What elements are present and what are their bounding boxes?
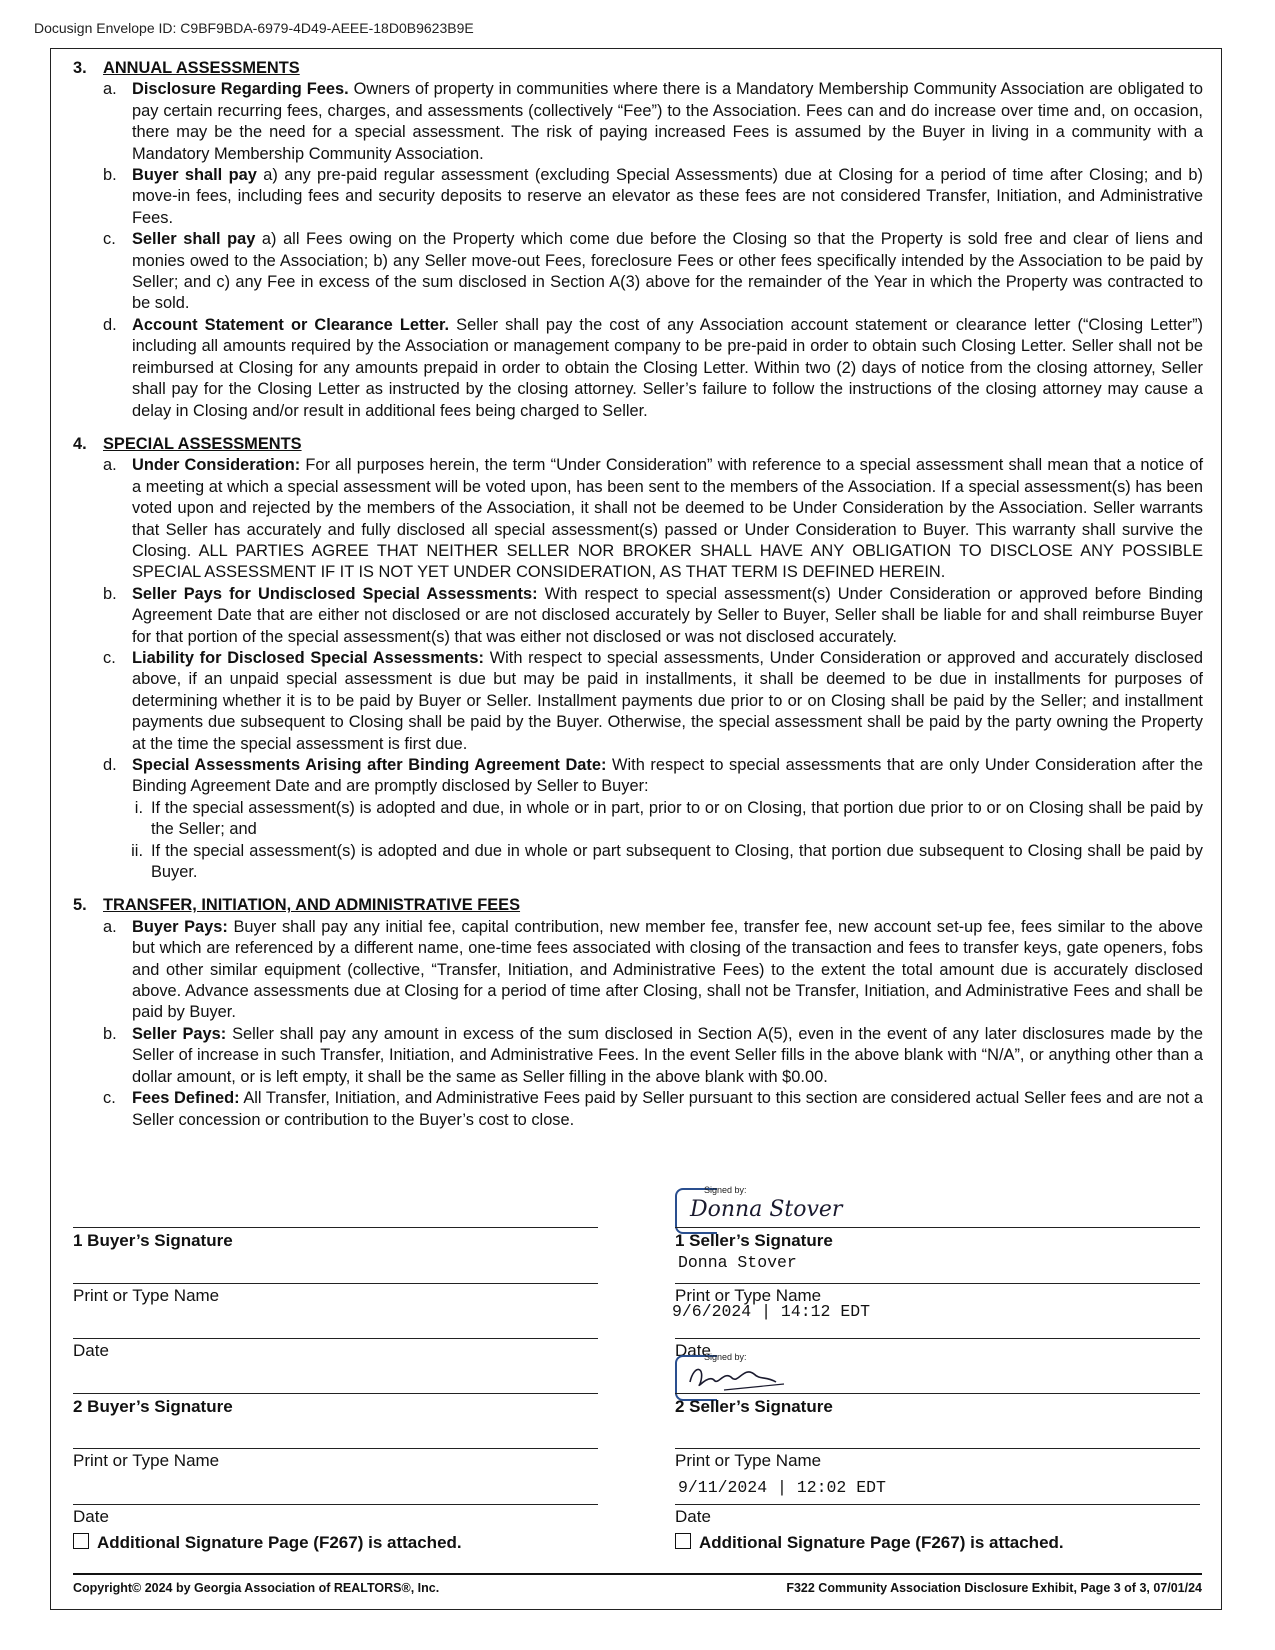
- buyer1-date-label: Date: [73, 1341, 109, 1360]
- buyer1-signature-label: 1 Buyer’s Signature: [73, 1231, 233, 1250]
- buyer1-date-line[interactable]: [73, 1338, 598, 1339]
- signed-by-label: Signed by:: [704, 1352, 747, 1362]
- additional-page-text: Additional Signature Page (F267) is attached.: [97, 1533, 462, 1552]
- item-text: All Transfer, Initiation, and Administrative Fees paid by Seller pursuant to this section are considered actual Seller fees and are not a Seller concession or contribution to the Buyer’s cost to close.: [132, 1089, 1203, 1129]
- item-text: With respect to special assessments that are only Under Consideration after the Binding Agreement Date and are promptly disclosed by Seller to Buyer:: [132, 756, 1203, 796]
- footer-copyright: Copyright© 2024 by Georgia Association of REALTORS®, Inc.: [73, 1581, 440, 1595]
- envelope-id: Docusign Envelope ID: C9BF9BDA-6979-4D49-AEEE-18D0B9623B9E: [34, 20, 474, 36]
- seller2-name-line[interactable]: [675, 1448, 1200, 1449]
- buyer2-date-label: Date: [73, 1507, 109, 1526]
- item-label: b.: [103, 584, 117, 603]
- item-text: For all purposes herein, the term “Under Consideration” with reference to a special assessment shall mean that a notice of a meeting at which a special assessment will be voted upon, has been sent to the members of the Association. If a special assessment(s) has been voted upon and rejected by the members of the Association, it shall not be deemed to be Under Consideration by the Association. Seller warrants that Seller has accurately and fully disclosed all special assessment(s) passed or Under Consideration to Buyer. This warranty shall survive the Closing. ALL PARTIES AGREE THAT NEITHER SELLER NOR BROKER SHALL HAVE ANY OBLIGATION TO DISCLOSE ANY POSSIBLE SPECIAL ASSESSMENT IF IT IS NOT YET UNDER CONSIDERATION, AS THAT TERM IS DEFINED HEREIN.: [132, 456, 1203, 582]
- buyer-additional-page: [73, 1533, 462, 1553]
- sub-item-label: i.: [134, 798, 143, 817]
- list-item: [73, 1088, 1203, 1131]
- item-label: b.: [103, 166, 117, 185]
- sub-item-text: If the special assessment(s) is adopted and due in whole or part subsequent to Closing, that portion due subsequent to Closing shall be paid by Buyer.: [151, 841, 1203, 882]
- item-text: a) any pre-paid regular assessment (excluding Special Assessments) due at Closing for a period of time after Closing; and b) move-in fees, including fees and security deposits to reserve an elevator as these fees are not considered Transfer, Initiation, and Administrative Fees.: [132, 166, 1203, 227]
- seller1-signature-label: 1 Seller’s Signature: [675, 1231, 833, 1250]
- seller1-printed-name: Donna Stover: [678, 1253, 797, 1272]
- seller1-name-line[interactable]: [675, 1283, 1200, 1284]
- buyer-additional-page-checkbox[interactable]: [73, 1533, 89, 1549]
- item-heading: Buyer Pays:: [132, 917, 228, 936]
- item-label: a.: [103, 80, 117, 99]
- section-title: TRANSFER, INITIATION, AND ADMINISTRATIVE FEES: [103, 896, 521, 915]
- sub-item: [73, 841, 1203, 884]
- buyer1-name-label: Print or Type Name: [73, 1286, 220, 1305]
- buyer2-name-line[interactable]: [73, 1448, 598, 1449]
- buyer1-signature-line[interactable]: [73, 1227, 598, 1228]
- item-label: a.: [103, 456, 117, 475]
- section-special-assessments: [73, 434, 1203, 884]
- item-label: d.: [103, 315, 117, 334]
- list-item: [73, 917, 1203, 1024]
- list-item: [73, 229, 1203, 315]
- item-heading: Buyer shall pay: [132, 166, 257, 185]
- item-text: a) all Fees owing on the Property which come due before the Closing so that the Property is sold free and clear of liens and monies owed to the Association; b) any Seller move-out Fees, foreclosure Fees or other fees specifically intended by the Association to be paid by Seller; and c) any Fee in excess of the sum disclosed in Section A(3) above for the remainder of the Year in which the Property was contracted to be sold.: [132, 230, 1203, 313]
- item-heading: Seller Pays for Undisclosed Special Assessments:: [132, 584, 538, 603]
- item-label: c.: [103, 1089, 116, 1108]
- seller2-name-label: Print or Type Name: [675, 1451, 822, 1470]
- item-heading: Seller shall pay: [132, 230, 256, 249]
- section-transfer-fees: [73, 895, 1203, 1130]
- buyer2-name-label: Print or Type Name: [73, 1451, 220, 1470]
- section-number: 3.: [73, 59, 87, 77]
- sub-item: [73, 798, 1203, 841]
- footer-divider: [73, 1573, 1202, 1575]
- item-text: With respect to special assessments, Under Consideration or approved and accurately disclosed above, if an unpaid special assessment is due but may be paid in installments, it shall be deemed to be due in installments for purposes of determining whether it is to be paid by Buyer or Seller. Installment payments due prior to or on Closing shall be paid by the Seller; and installment payments due subsequent to Closing shall be paid by the Buyer. Otherwise, the special assessment shall be paid by the party owning the Property at the time the special assessment is first due.: [132, 648, 1203, 753]
- seller1-name-label: Print or Type Name: [675, 1286, 822, 1305]
- section-title: ANNUAL ASSESSMENTS: [103, 59, 300, 77]
- sub-item-text: If the special assessment(s) is adopted and due, in whole or in part, prior to or on Closing, that portion due prior to or on Closing shall be paid by the Seller; and: [151, 798, 1203, 839]
- seller2-signature-line[interactable]: [675, 1393, 1200, 1394]
- buyer2-date-line[interactable]: [73, 1504, 598, 1505]
- item-label: b.: [103, 1024, 117, 1043]
- signed-by-label: Signed by:: [704, 1185, 747, 1195]
- list-item: [73, 165, 1203, 229]
- item-heading: Under Consideration:: [132, 456, 301, 475]
- item-label: c.: [103, 648, 116, 667]
- list-item: [73, 455, 1203, 583]
- buyer2-signature-line[interactable]: [73, 1393, 598, 1394]
- sub-item-label: ii.: [131, 841, 143, 860]
- list-item: [73, 79, 1203, 165]
- item-text: Seller shall pay any amount in excess of the sum disclosed in Section A(5), even in the event of any later disclosures made by the Seller of increase in such Transfer, Initiation, and Administrative Fees. In the event Seller fills in the above blank with “N/A”, or anything other than a dollar amount, or is left empty, it shall be the same as Seller filling in the above blank with $0.00.: [132, 1024, 1203, 1086]
- item-text: Seller shall pay the cost of any Association account statement or clearance letter (“Closing Letter”) including all amounts required by the Association or management company to be pre-paid in order to obtain such Closing Letter. Seller shall not be reimbursed at Closing for any amounts prepaid in order to obtain the Closing Letter. Within two (2) days of notice from the closing attorney, Seller shall pay for the Closing Letter as instructed by the closing attorney. Seller’s failure to follow the instructions of the closing attorney may cause a delay in Closing and/or result in additional fees being charged to Seller.: [132, 315, 1203, 420]
- footer-form-id: F322 Community Association Disclosure Exhibit, Page 3 of 3, 07/01/24: [786, 1581, 1202, 1595]
- buyer2-signature-label: 2 Buyer’s Signature: [73, 1397, 233, 1416]
- section-annual-assessments: [73, 58, 1203, 422]
- seller1-date-value: 9/6/2024 | 14:12 EDT: [672, 1302, 871, 1321]
- item-text: Owners of property in communities where there is a Mandatory Membership Community Association are obligated to pay certain recurring fees, charges, and assessments (collectively “Fee”) to the Association. Fees can and do increase over time and, on occasion, there may be the need for a special assessment. The risk of paying increased Fees is assumed by the Buyer in living in a community with a Mandatory Membership Community Association.: [132, 80, 1203, 163]
- list-item: [73, 584, 1203, 648]
- seller1-handwritten-signature: Donna Stover: [690, 1197, 843, 1222]
- seller-additional-page-checkbox[interactable]: [675, 1533, 691, 1549]
- seller1-date-line[interactable]: [675, 1338, 1200, 1339]
- list-item: [73, 1024, 1203, 1088]
- item-text: Buyer shall pay any initial fee, capital contribution, new member fee, transfer fee, new account set-up fee, fees similar to the above but which are referenced by a different name, one-time fees associated with closing of the transaction and fees to transfer keys, gate openers, fobs and other similar equipment (collective, “Transfer, Initiation, and Administrative Fees) to the extent the total amount due is accurately disclosed above. Advance assessments due at Closing for a period of time after Closing, shall not be Transfer, Initiation, and Administrative Fees and shall be paid by Buyer.: [132, 917, 1203, 1022]
- item-label: a.: [103, 917, 117, 936]
- seller2-date-line[interactable]: [675, 1504, 1200, 1505]
- seller1-signature-line[interactable]: [675, 1227, 1200, 1228]
- seller-additional-page: [675, 1533, 1064, 1553]
- item-heading: Disclosure Regarding Fees.: [132, 80, 349, 99]
- section-heading: [73, 58, 1203, 79]
- list-item: [73, 315, 1203, 422]
- seller2-handwritten-signature: [684, 1360, 794, 1396]
- section-number: 5.: [73, 896, 87, 915]
- item-heading: Liability for Disclosed Special Assessments:: [132, 648, 484, 667]
- item-heading: Special Assessments Arising after Binding Agreement Date:: [132, 756, 607, 774]
- document-body: [73, 58, 1203, 1131]
- seller2-signature-label: 2 Seller’s Signature: [675, 1397, 833, 1416]
- list-item: [73, 648, 1203, 755]
- section-number: 4.: [73, 434, 87, 453]
- section-heading: [73, 434, 1203, 455]
- additional-page-text: Additional Signature Page (F267) is attached.: [699, 1533, 1064, 1552]
- section-title: SPECIAL ASSESSMENTS: [103, 434, 302, 453]
- item-label: d.: [103, 756, 117, 774]
- seller1-date-label: Date: [675, 1341, 711, 1360]
- seller2-date-value: 9/11/2024 | 12:02 EDT: [678, 1478, 886, 1497]
- list-item: [73, 755, 1203, 798]
- seller2-date-label: Date: [675, 1507, 711, 1526]
- section-heading: [73, 895, 1203, 916]
- buyer1-name-line[interactable]: [73, 1283, 598, 1284]
- item-text: With respect to special assessment(s) Under Consideration or approved before Binding Agreement Date that are either not disclosed or are not disclosed accurately by Seller to Buyer, Seller shall be liable for and shall reimburse Buyer for that portion of the special assessment(s) that was either not disclosed or was not disclosed accurately.: [132, 584, 1203, 646]
- item-heading: Seller Pays:: [132, 1024, 227, 1043]
- item-heading: Account Statement or Clearance Letter.: [132, 315, 450, 334]
- item-label: c.: [103, 230, 116, 249]
- item-heading: Fees Defined:: [132, 1089, 240, 1108]
